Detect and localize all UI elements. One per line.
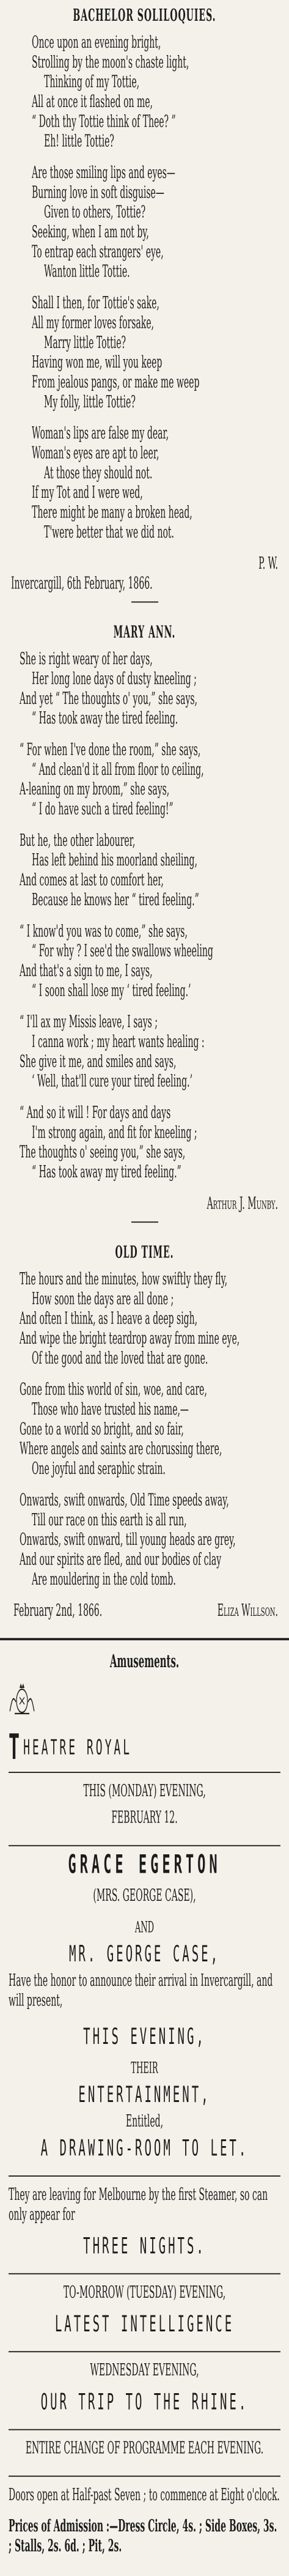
poem-line: To entrap each strangers' eye, bbox=[32, 243, 164, 262]
poem-line: And our spirits are fled, and our bodies of clay bbox=[20, 1550, 222, 1570]
poem-line: And yet “ The thoughts o' you,” she says, bbox=[20, 689, 197, 709]
show-title: A DRAWING-ROOM TO LET. bbox=[40, 2136, 249, 2162]
poem-line: Gone from this world of sin, woe, and care, bbox=[20, 1380, 207, 1400]
poem-line: She give it me, and smiles and says, bbox=[20, 1053, 177, 1071]
poem-stanza bbox=[9, 1270, 280, 1369]
poem-line: I'm strong again, and fit for kneeling ; bbox=[32, 1123, 197, 1142]
theatre-name: THEATRE ROYAL bbox=[9, 1727, 133, 1769]
poem-stanza bbox=[9, 294, 280, 413]
divider bbox=[9, 2429, 280, 2430]
poem-signature-row bbox=[9, 1602, 280, 1621]
divider bbox=[9, 2175, 280, 2177]
poem-line: Of the good and the loved that are gone. bbox=[32, 1349, 208, 1368]
show-kind: ENTERTAINMENT, bbox=[78, 2082, 211, 2108]
poem-signature: Eliza Willson. bbox=[217, 1602, 278, 1621]
poem-line: A-leaning on my broom,” she says, bbox=[20, 780, 170, 799]
poem-line: And often I think, as I heave a deep sigh, bbox=[20, 1309, 198, 1329]
poem-line: Till our race on this earth is all run, bbox=[32, 1511, 187, 1530]
show-qualifier: THEIR bbox=[131, 2060, 158, 2078]
poem-line: Shall I then, for Tottie's sake, bbox=[32, 294, 159, 313]
poem-line: All at once it flashed on me, bbox=[32, 93, 153, 112]
poem-line: Are those smiling lips and eyes— bbox=[32, 164, 175, 183]
poem-body bbox=[9, 34, 280, 543]
poem-line: Woman's lips are false my dear, bbox=[32, 424, 169, 443]
poem-line: “ Has took away my tired feeling.” bbox=[32, 1163, 181, 1182]
poem-line: “ For why ? I see'd the swallows wheeling bbox=[32, 942, 213, 961]
poem-line: “ Has took away the tired feeling. bbox=[32, 709, 178, 728]
poem-line: Because he knows her “ tired feeling.” bbox=[32, 891, 199, 910]
divider bbox=[9, 2351, 280, 2352]
poem-line: Once upon an evening bright, bbox=[32, 34, 161, 53]
poem-stanza bbox=[9, 650, 280, 729]
poem-line: T'were better that we did not. bbox=[44, 523, 174, 542]
poem-title: BACHELOR SOLILOQUIES. bbox=[73, 7, 216, 26]
poem-line: Burning love in soft disguise— bbox=[32, 183, 164, 202]
poem-line: Seeking, when I am not by, bbox=[32, 223, 149, 242]
poem-line: “ And clean'd it all from floor to ceiling, bbox=[32, 761, 204, 780]
conjunction: AND bbox=[134, 1919, 155, 1938]
wednesday-heading: WEDNESDAY EVENING, bbox=[90, 2361, 199, 2380]
poem-line: And that's a sign to me, I says, bbox=[20, 962, 153, 981]
theatre-advertisement bbox=[0, 1652, 289, 2569]
tuesday-show: LATEST INTELLIGENCE bbox=[54, 2311, 235, 2337]
show-time: THIS EVENING, bbox=[83, 2024, 206, 2050]
poem-stanza bbox=[9, 1013, 280, 1092]
poem-line: And comes at last to comfort her, bbox=[20, 871, 164, 890]
section-divider bbox=[0, 1638, 289, 1640]
poem-title: OLD TIME. bbox=[115, 1243, 174, 1262]
poem-line: The hours and the minutes, how swiftly they fly, bbox=[20, 1270, 228, 1289]
poem-line: She is right weary of her days, bbox=[20, 650, 153, 669]
poem-line: From jealous pangs, or make me weep bbox=[32, 373, 200, 393]
poem-line: Onwards, swift onward, till young heads are grey, bbox=[20, 1531, 236, 1550]
poem-line: “ I do have such a tired feeling!” bbox=[32, 800, 174, 820]
divider bbox=[9, 2273, 280, 2274]
poem-title: MARY ANN. bbox=[113, 623, 176, 642]
poem-line: The thoughts o' seeing you,” she says, bbox=[20, 1143, 186, 1163]
announcement-text: Have the honor to announce their arrival in Invercargill, and will present, bbox=[9, 1972, 273, 2010]
poem-signature: P. W. bbox=[258, 555, 278, 574]
poem-line: Eh! little Tottie? bbox=[44, 132, 114, 152]
performance-day: THIS (MONDAY) EVENING, bbox=[83, 1782, 206, 1801]
poem-line: Marry little Tottie? bbox=[44, 333, 126, 353]
royal-crest-icon bbox=[9, 1681, 35, 1716]
poem-line: Her long lone days of dusty kneeling ; bbox=[32, 670, 197, 689]
poem-line: Gone to a world so bright, and so fair, bbox=[20, 1420, 184, 1439]
poem-mary-ann bbox=[0, 616, 289, 1237]
poem-old-time bbox=[0, 1237, 289, 1629]
poem-line: “ For when I've done the room,” she says, bbox=[20, 741, 201, 760]
poem-line: If my Tot and I were wed, bbox=[32, 484, 143, 503]
poem-line: One joyful and seraphic strain. bbox=[32, 1460, 166, 1479]
poem-stanza bbox=[9, 832, 280, 911]
poem-line: My folly, little Tottie? bbox=[44, 393, 136, 412]
section-heading: Amusements. bbox=[109, 1651, 180, 1672]
poem-line: “ I know'd you was to come,” she says, bbox=[20, 922, 188, 941]
poem-line: Wanton little Tottie. bbox=[44, 262, 130, 282]
programme-change-notice: ENTIRE CHANGE OF PROGRAMME EACH EVENING. bbox=[25, 2439, 264, 2459]
poem-body bbox=[9, 1270, 280, 1590]
performer-name: MR. GEORGE CASE, bbox=[68, 1941, 221, 1967]
poem-stanza bbox=[9, 1492, 280, 1591]
divider bbox=[9, 1845, 280, 1846]
doors-time: Doors open at Half-past Seven ; to commence at Eight o'clock. bbox=[9, 2485, 280, 2505]
poem-stanza bbox=[9, 1381, 280, 1480]
performance-date: FEBRUARY 12. bbox=[111, 1808, 178, 1828]
poem-line: All my former loves forsake, bbox=[32, 314, 154, 333]
poem-line: Given to others, Tottie? bbox=[44, 203, 146, 223]
poem-line: Are mouldering in the cold tomb. bbox=[32, 1570, 176, 1590]
admission-prices: Prices of Admission :—Dress Circle, 4s. ; Side Boxes, 3s. ; Stalls, 2s. 6d. ; Pit, 2s. bbox=[9, 2517, 277, 2556]
poem-line: Strolling by the moon's chaste light, bbox=[32, 53, 189, 72]
poem-body bbox=[9, 650, 280, 1183]
poem-line: Having won me, will you keep bbox=[32, 353, 163, 372]
poem-line: Onwards, swift onwards, Old Time speeds away, bbox=[20, 1491, 229, 1511]
engagement-length: THREE NIGHTS. bbox=[83, 2234, 206, 2260]
divider bbox=[9, 1772, 280, 1773]
poem-bachelor-soliloquies bbox=[0, 0, 289, 616]
poem-stanza bbox=[9, 922, 280, 1001]
divider bbox=[131, 601, 158, 602]
show-entitled: Entitled, bbox=[125, 2112, 164, 2131]
poem-stanza bbox=[9, 164, 280, 283]
poem-line: And wipe the bright teardrop away from mine eye, bbox=[20, 1330, 240, 1349]
poem-line: “ I'll ax my Missis leave, I says ; bbox=[20, 1013, 158, 1032]
poem-line: Those who have trusted his name,— bbox=[32, 1401, 189, 1419]
divider bbox=[9, 2476, 280, 2477]
poem-date: February 2nd, 1866. bbox=[13, 1602, 103, 1621]
poem-line: Where angels and saints are chorussing there, bbox=[20, 1440, 222, 1459]
poem-line: At those they should not. bbox=[44, 464, 153, 483]
poem-line: I canna work ; my heart wants healing : bbox=[32, 1033, 205, 1052]
poem-place-date: Invercargill, 6th February, 1866. bbox=[11, 574, 153, 594]
tuesday-heading: TO-MORROW (TUESDAY) EVENING, bbox=[63, 2283, 226, 2303]
poem-line: ‘ Well, that'll cure your tired feeling.’ bbox=[32, 1072, 193, 1092]
poem-line: How soon the days are all done ; bbox=[32, 1290, 174, 1309]
poem-stanza bbox=[9, 34, 280, 152]
performer-alias: (MRS. GEORGE CASE), bbox=[93, 1887, 196, 1906]
poem-line: Thinking of my Tottie, bbox=[44, 73, 140, 92]
poem-signature: Arthur J. Munby. bbox=[207, 1194, 278, 1213]
poem-line: Woman's eyes are apt to leer, bbox=[32, 444, 159, 464]
poem-line: “ And so it will ! For days and days bbox=[20, 1104, 171, 1123]
poem-stanza bbox=[9, 741, 280, 820]
poem-line: “ Doth thy Tottie think of Thee? ” bbox=[32, 113, 176, 131]
poem-line: But he, the other labourer, bbox=[20, 832, 136, 851]
poem-stanza bbox=[9, 424, 280, 543]
poem-stanza bbox=[9, 1104, 280, 1183]
performer-name: GRACE EGERTON bbox=[68, 1851, 221, 1880]
wednesday-show: OUR TRIP TO THE RHINE. bbox=[40, 2389, 249, 2415]
poem-line: “ I soon shall lose my ‘ tired feeling.’ bbox=[32, 982, 191, 1001]
leaving-notice: They are leaving for Melbourne by the first Steamer, so can only appear for bbox=[9, 2186, 268, 2224]
poem-line: Has left behind his moorland sheiling, bbox=[32, 851, 197, 870]
divider bbox=[131, 1221, 158, 1223]
poem-line: There might be many a broken head, bbox=[32, 503, 192, 523]
